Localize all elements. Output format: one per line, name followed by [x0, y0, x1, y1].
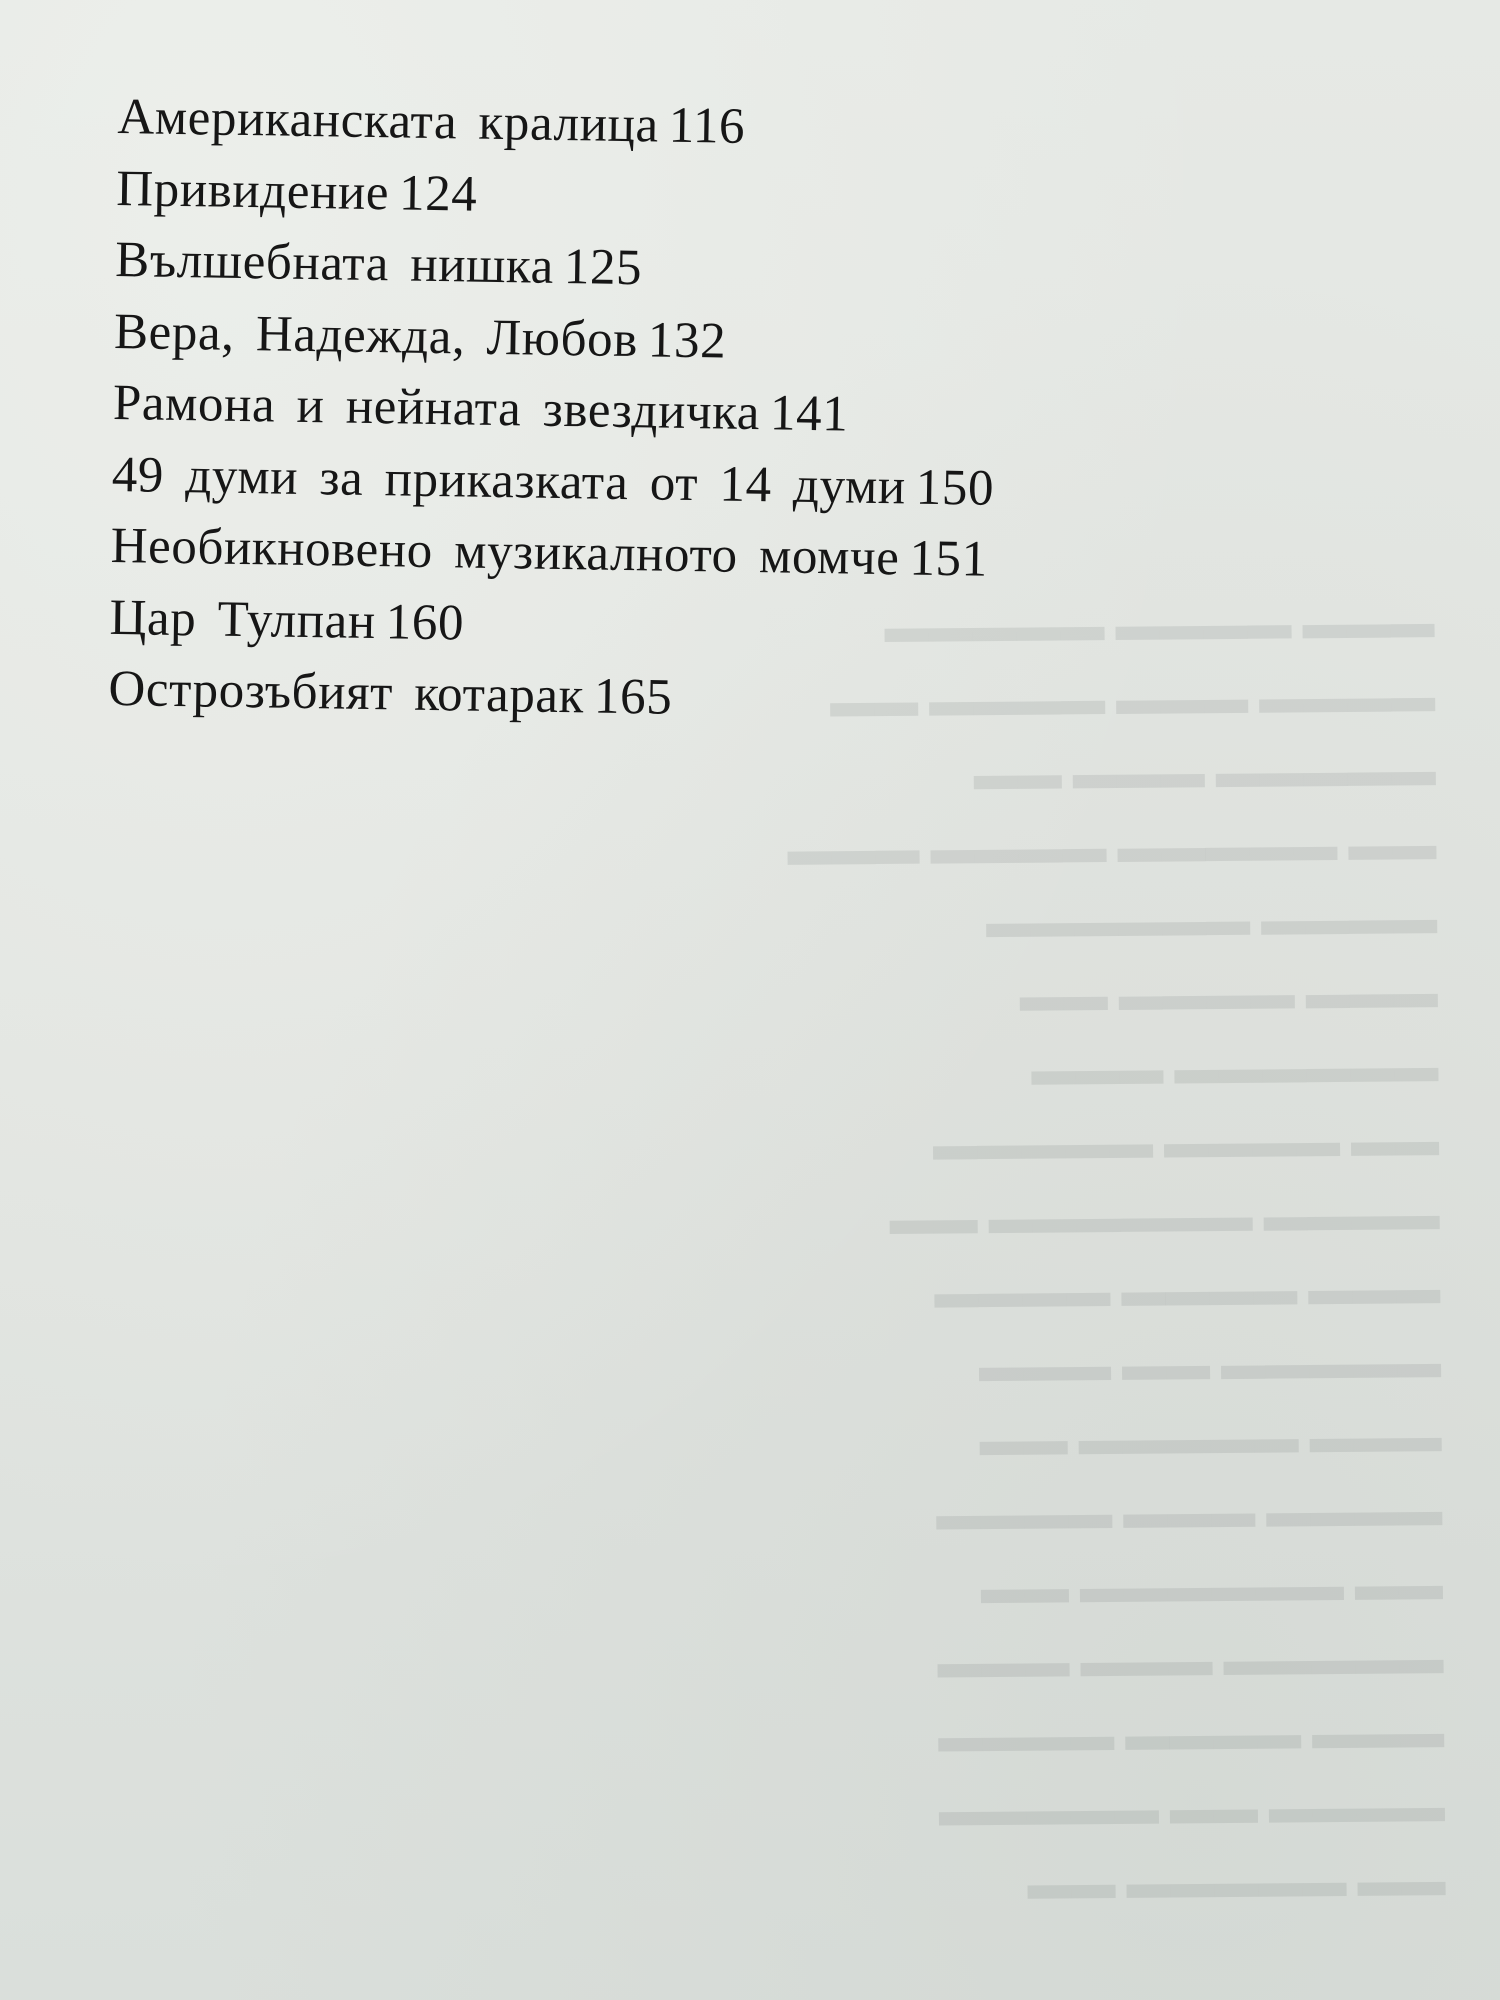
toc-entry-page: 125 — [563, 239, 643, 297]
toc-entry-page: 150 — [915, 459, 995, 517]
toc-entry-page: 141 — [769, 385, 849, 443]
toc-entry-title: Вълшебната нишка — [114, 231, 555, 295]
toc-entry-title: Рамона и нейната звездичка — [112, 374, 761, 442]
table-of-contents — [108, 82, 1318, 744]
toc-entry-page: 132 — [647, 311, 727, 370]
toc-entry-page: 124 — [398, 164, 478, 223]
toc-entry-title: Острозъбият котарак — [108, 660, 585, 725]
toc-entry-page: 116 — [668, 97, 746, 155]
toc-entry-title: Необикновено музикалното момче — [110, 517, 900, 587]
toc-entry-title: 49 думи за приказката от 14 думи — [111, 446, 907, 515]
reverse-side-bleed-through: ▬▬▬ ▬▬▬▬ ▬▬▬▬▬ ▬▬▬▬ ▬▬▬ ▬▬▬▬ ▬▬ ▬▬▬▬▬ ▬▬▬ ▬▬ ▬▬ ▬▬▬▬▬ ▬▬▬▬ ▬▬▬ ▬▬▬▬ ▬▬▬▬▬▬ ▬▬▬ ▬▬▬▬ ▬▬ ▬▬▬▬▬▬ ▬▬▬ ▬▬ ▬▬▬▬ ▬▬▬▬▬ ▬▬▬▬ ▬▬▬▬▬▬ ▬▬ ▬▬▬ ▬▬▬▬ ▬▬▬▬ ▬▬▬▬▬ ▬▬ ▬▬▬ ▬▬▬ ▬▬▬▬▬ ▬▬ ▬▬▬▬ ▬▬▬ ▬▬▬▬ ▬▬ ▬▬▬▬▬▬ ▬▬ ▬▬▬▬▬ ▬▬▬ ▬▬▬ ▬▬▬ ▬▬▬▬ ▬▬▬▬ ▬▬▬▬ ▬▬ ▬▬▬▬▬ ▬▬ ▬▬▬▬▬ ▬▬ — [787, 598, 1446, 1909]
toc-entry-page: 151 — [909, 530, 989, 588]
toc-entry-title: Американската кралица — [117, 88, 660, 154]
toc-entry-title: Привидение — [115, 160, 390, 221]
toc-entry-title: Вера, Надежда, Любов — [113, 303, 639, 368]
toc-entry-page: 160 — [385, 593, 465, 651]
toc-entry-page: 165 — [593, 668, 673, 726]
toc-entry-title: Цар Тулпан — [109, 589, 377, 650]
